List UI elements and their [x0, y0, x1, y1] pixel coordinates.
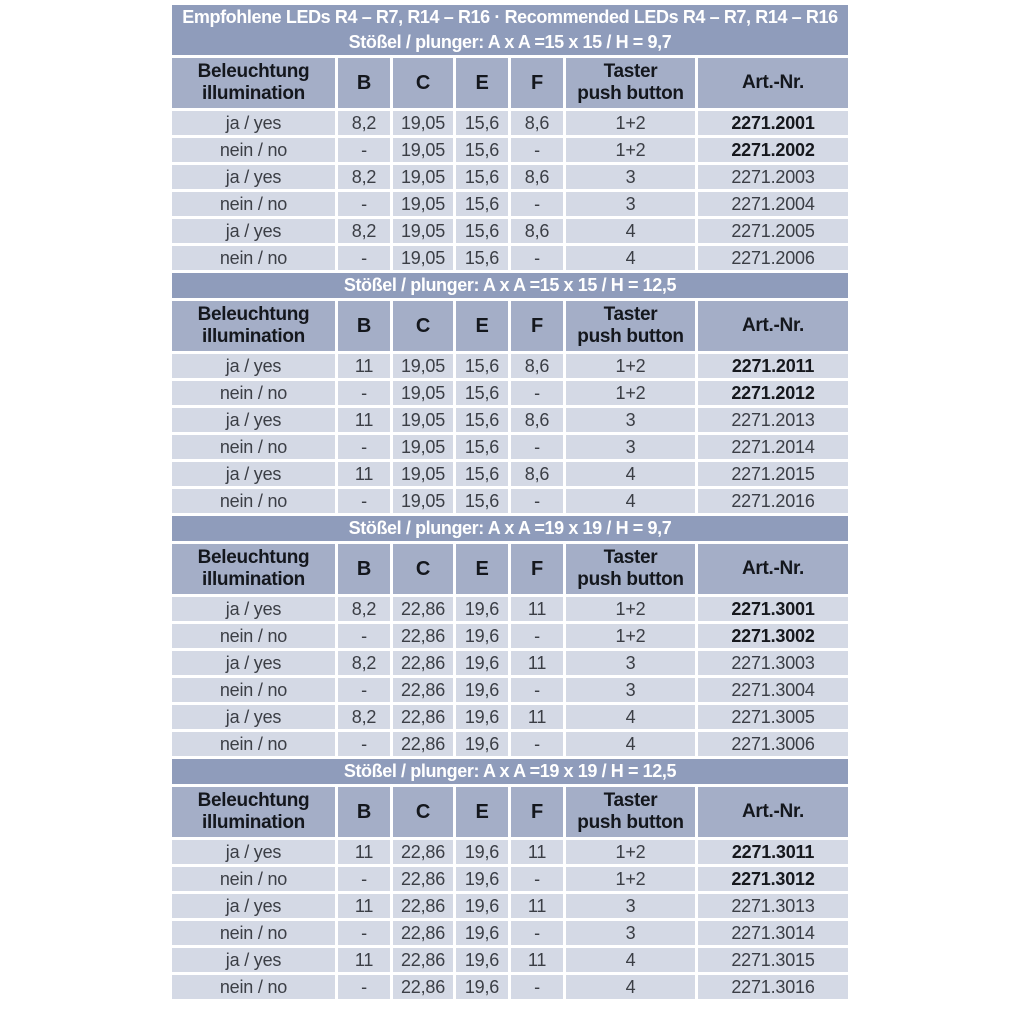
- table-row: [172, 408, 848, 435]
- dim-f-cell: 8,6: [511, 111, 566, 138]
- dim-f-cell: -: [511, 435, 566, 462]
- dim-c-cell: 19,05: [393, 435, 456, 462]
- illumination-cell: nein / no: [172, 975, 338, 1002]
- dim-c-cell: 19,05: [393, 354, 456, 381]
- column-header-line: B: [356, 801, 372, 823]
- dim-c-cell: 19,05: [393, 381, 456, 408]
- dim-f-cell: -: [511, 489, 566, 516]
- taster-cell: 4: [566, 462, 698, 489]
- dim-f-cell: 8,6: [511, 462, 566, 489]
- taster-cell: 1+2: [566, 138, 698, 165]
- taster-cell: 3: [566, 192, 698, 219]
- dim-c-cell: 22,86: [393, 894, 456, 921]
- table-row: [172, 705, 848, 732]
- table-row: [172, 597, 848, 624]
- dim-b-cell: 11: [338, 408, 393, 435]
- dim-b-cell: 8,2: [338, 705, 393, 732]
- column-header-f: [511, 544, 566, 597]
- taster-cell: 3: [566, 678, 698, 705]
- column-header-line: F: [531, 558, 543, 580]
- dim-c-cell: 19,05: [393, 246, 456, 273]
- table-row: [172, 435, 848, 462]
- illumination-cell: nein / no: [172, 435, 338, 462]
- dim-e-cell: 15,6: [456, 435, 511, 462]
- art-nr-cell: 2271.2016: [698, 489, 848, 516]
- table-row: [172, 354, 848, 381]
- illumination-cell: nein / no: [172, 489, 338, 516]
- column-header-e: [456, 301, 511, 354]
- taster-cell: 4: [566, 705, 698, 732]
- art-nr-cell: 2271.2003: [698, 165, 848, 192]
- taster-cell: 4: [566, 948, 698, 975]
- table-row: [172, 867, 848, 894]
- column-header-line: Beleuchtung: [197, 790, 310, 811]
- dim-b-cell: 11: [338, 354, 393, 381]
- columns-header-row: [172, 301, 848, 354]
- dim-b-cell: 11: [338, 462, 393, 489]
- dim-e-cell: 15,6: [456, 408, 511, 435]
- dim-e-cell: 19,6: [456, 597, 511, 624]
- taster-cell: 1+2: [566, 840, 698, 867]
- illumination-cell: nein / no: [172, 138, 338, 165]
- dim-e-cell: 15,6: [456, 489, 511, 516]
- table-row: [172, 651, 848, 678]
- column-header-line: F: [531, 315, 543, 337]
- column-header-line: Beleuchtung: [197, 304, 310, 325]
- column-header-line: illumination: [201, 569, 305, 590]
- column-header-line: illumination: [201, 326, 305, 347]
- dim-c-cell: 22,86: [393, 732, 456, 759]
- illumination-cell: ja / yes: [172, 651, 338, 678]
- table-row: [172, 678, 848, 705]
- section-band: [172, 516, 848, 541]
- table-row: [172, 975, 848, 1002]
- dim-c-cell: 19,05: [393, 489, 456, 516]
- table-row: [172, 381, 848, 408]
- dim-c-cell: 19,05: [393, 192, 456, 219]
- column-header-line: Art.-Nr.: [742, 72, 804, 93]
- art-nr-cell: 2271.2012: [698, 381, 848, 408]
- column-header-e: [456, 544, 511, 597]
- column-header-line: B: [356, 558, 372, 580]
- art-nr-cell: 2271.2011: [698, 354, 848, 381]
- dim-b-cell: 8,2: [338, 651, 393, 678]
- dim-c-cell: 22,86: [393, 948, 456, 975]
- section-table: [172, 58, 848, 273]
- section-table: [172, 544, 848, 759]
- dim-b-cell: 8,2: [338, 165, 393, 192]
- column-header-line: C: [415, 72, 431, 94]
- dim-c-cell: 19,05: [393, 111, 456, 138]
- dim-b-cell: -: [338, 975, 393, 1002]
- dim-e-cell: 15,6: [456, 381, 511, 408]
- art-nr-cell: 2271.3015: [698, 948, 848, 975]
- column-header-line: push button: [577, 83, 684, 104]
- illumination-cell: ja / yes: [172, 354, 338, 381]
- dim-f-cell: 11: [511, 597, 566, 624]
- dim-f-cell: 8,6: [511, 408, 566, 435]
- column-header-c: [393, 301, 456, 354]
- dim-e-cell: 19,6: [456, 894, 511, 921]
- table-row: [172, 489, 848, 516]
- column-header-b: [338, 787, 393, 840]
- dim-c-cell: 19,05: [393, 408, 456, 435]
- dim-f-cell: -: [511, 975, 566, 1002]
- dim-b-cell: -: [338, 489, 393, 516]
- table-row: [172, 462, 848, 489]
- art-nr-cell: 2271.2001: [698, 111, 848, 138]
- dim-b-cell: 8,2: [338, 597, 393, 624]
- dim-e-cell: 19,6: [456, 948, 511, 975]
- illumination-cell: ja / yes: [172, 462, 338, 489]
- illumination-cell: nein / no: [172, 732, 338, 759]
- taster-cell: 4: [566, 975, 698, 1002]
- taster-cell: 4: [566, 246, 698, 273]
- column-header-line: Art.-Nr.: [742, 558, 804, 579]
- dim-f-cell: 11: [511, 948, 566, 975]
- dim-e-cell: 19,6: [456, 705, 511, 732]
- dim-e-cell: 19,6: [456, 624, 511, 651]
- dim-c-cell: 19,05: [393, 219, 456, 246]
- dim-b-cell: -: [338, 381, 393, 408]
- table-row: [172, 921, 848, 948]
- art-nr-cell: 2271.3013: [698, 894, 848, 921]
- column-header-taster: [566, 544, 698, 597]
- column-header-line: C: [415, 801, 431, 823]
- column-header-line: B: [356, 315, 372, 337]
- dim-c-cell: 22,86: [393, 867, 456, 894]
- band-line: Stößel / plunger: A x A =15 x 15 / H = 12,5: [343, 275, 677, 295]
- column-header-line: E: [475, 801, 489, 823]
- illumination-cell: ja / yes: [172, 219, 338, 246]
- table-row: [172, 111, 848, 138]
- dim-b-cell: 11: [338, 894, 393, 921]
- dim-e-cell: 15,6: [456, 219, 511, 246]
- art-nr-cell: 2271.2013: [698, 408, 848, 435]
- table-section: [172, 759, 848, 1002]
- art-nr-cell: 2271.2005: [698, 219, 848, 246]
- columns-header-row: [172, 58, 848, 111]
- table-section: [172, 273, 848, 516]
- dim-c-cell: 22,86: [393, 678, 456, 705]
- column-header-f: [511, 58, 566, 111]
- dim-f-cell: 11: [511, 840, 566, 867]
- dim-e-cell: 15,6: [456, 111, 511, 138]
- dim-b-cell: -: [338, 867, 393, 894]
- dim-e-cell: 19,6: [456, 840, 511, 867]
- table-row: [172, 948, 848, 975]
- dim-e-cell: 19,6: [456, 651, 511, 678]
- dim-b-cell: -: [338, 921, 393, 948]
- art-nr-cell: 2271.3004: [698, 678, 848, 705]
- dim-f-cell: 8,6: [511, 165, 566, 192]
- column-header-f: [511, 301, 566, 354]
- column-header-art-nr: [698, 787, 848, 840]
- art-nr-cell: 2271.2002: [698, 138, 848, 165]
- illumination-cell: nein / no: [172, 381, 338, 408]
- taster-cell: 1+2: [566, 597, 698, 624]
- band-line: Stößel / plunger: A x A =15 x 15 / H = 9,7: [348, 32, 672, 52]
- taster-cell: 1+2: [566, 111, 698, 138]
- dim-c-cell: 22,86: [393, 651, 456, 678]
- column-header-e: [456, 58, 511, 111]
- table-row: [172, 894, 848, 921]
- column-header-line: Taster: [603, 304, 658, 325]
- dim-f-cell: -: [511, 732, 566, 759]
- dim-f-cell: -: [511, 246, 566, 273]
- illumination-cell: ja / yes: [172, 165, 338, 192]
- illumination-cell: ja / yes: [172, 948, 338, 975]
- column-header-line: Beleuchtung: [197, 61, 310, 82]
- dim-b-cell: -: [338, 192, 393, 219]
- column-header-line: push button: [577, 569, 684, 590]
- art-nr-cell: 2271.3011: [698, 840, 848, 867]
- table-row: [172, 246, 848, 273]
- dim-c-cell: 22,86: [393, 597, 456, 624]
- column-header-line: F: [531, 801, 543, 823]
- band-line: Stößel / plunger: A x A =19 x 19 / H = 12,5: [343, 761, 677, 781]
- illumination-cell: nein / no: [172, 624, 338, 651]
- column-header-line: E: [475, 315, 489, 337]
- table-row: [172, 165, 848, 192]
- column-header-art-nr: [698, 301, 848, 354]
- column-header-taster: [566, 301, 698, 354]
- dim-e-cell: 19,6: [456, 867, 511, 894]
- dim-c-cell: 22,86: [393, 975, 456, 1002]
- dim-f-cell: -: [511, 381, 566, 408]
- dim-c-cell: 22,86: [393, 921, 456, 948]
- taster-cell: 4: [566, 489, 698, 516]
- illumination-cell: nein / no: [172, 678, 338, 705]
- dim-c-cell: 22,86: [393, 624, 456, 651]
- dim-b-cell: -: [338, 732, 393, 759]
- art-nr-cell: 2271.3014: [698, 921, 848, 948]
- illumination-cell: ja / yes: [172, 597, 338, 624]
- column-header-line: Taster: [603, 547, 658, 568]
- column-header-line: C: [415, 315, 431, 337]
- table-row: [172, 192, 848, 219]
- dim-f-cell: -: [511, 867, 566, 894]
- band-line: Stößel / plunger: A x A =19 x 19 / H = 9,7: [348, 518, 672, 538]
- column-header-b: [338, 58, 393, 111]
- illumination-cell: ja / yes: [172, 111, 338, 138]
- dim-c-cell: 22,86: [393, 840, 456, 867]
- table-row: [172, 624, 848, 651]
- dim-c-cell: 19,05: [393, 138, 456, 165]
- dim-e-cell: 15,6: [456, 138, 511, 165]
- illumination-cell: ja / yes: [172, 408, 338, 435]
- column-header-line: C: [415, 558, 431, 580]
- dim-c-cell: 22,86: [393, 705, 456, 732]
- art-nr-cell: 2271.2004: [698, 192, 848, 219]
- art-nr-cell: 2271.3016: [698, 975, 848, 1002]
- illumination-cell: nein / no: [172, 192, 338, 219]
- illumination-cell: ja / yes: [172, 894, 338, 921]
- taster-cell: 1+2: [566, 624, 698, 651]
- column-header-line: F: [531, 72, 543, 94]
- taster-cell: 3: [566, 165, 698, 192]
- illumination-cell: ja / yes: [172, 840, 338, 867]
- dim-b-cell: 8,2: [338, 219, 393, 246]
- table-row: [172, 732, 848, 759]
- column-header-line: Art.-Nr.: [742, 801, 804, 822]
- column-header-e: [456, 787, 511, 840]
- dim-b-cell: -: [338, 435, 393, 462]
- column-header-illumination: [172, 301, 338, 354]
- illumination-cell: nein / no: [172, 867, 338, 894]
- illumination-cell: nein / no: [172, 921, 338, 948]
- dim-c-cell: 19,05: [393, 165, 456, 192]
- section-band: [172, 5, 848, 55]
- dim-e-cell: 15,6: [456, 165, 511, 192]
- dim-f-cell: 8,6: [511, 219, 566, 246]
- art-nr-cell: 2271.3002: [698, 624, 848, 651]
- column-header-taster: [566, 58, 698, 111]
- dim-e-cell: 19,6: [456, 732, 511, 759]
- dim-f-cell: -: [511, 138, 566, 165]
- column-header-b: [338, 544, 393, 597]
- dim-f-cell: -: [511, 192, 566, 219]
- dim-e-cell: 19,6: [456, 975, 511, 1002]
- dim-e-cell: 15,6: [456, 462, 511, 489]
- taster-cell: 3: [566, 435, 698, 462]
- taster-cell: 3: [566, 894, 698, 921]
- column-header-c: [393, 787, 456, 840]
- column-header-line: push button: [577, 812, 684, 833]
- taster-cell: 4: [566, 219, 698, 246]
- art-nr-cell: 2271.3012: [698, 867, 848, 894]
- dim-f-cell: 8,6: [511, 354, 566, 381]
- dim-f-cell: -: [511, 678, 566, 705]
- art-nr-cell: 2271.3005: [698, 705, 848, 732]
- column-header-taster: [566, 787, 698, 840]
- columns-header-row: [172, 544, 848, 597]
- column-header-line: E: [475, 72, 489, 94]
- dim-f-cell: -: [511, 624, 566, 651]
- dim-b-cell: -: [338, 624, 393, 651]
- column-header-art-nr: [698, 544, 848, 597]
- dim-e-cell: 15,6: [456, 246, 511, 273]
- table-section: [172, 516, 848, 759]
- art-nr-cell: 2271.3003: [698, 651, 848, 678]
- column-header-f: [511, 787, 566, 840]
- illumination-cell: ja / yes: [172, 705, 338, 732]
- dim-f-cell: -: [511, 921, 566, 948]
- dim-b-cell: 11: [338, 948, 393, 975]
- art-nr-cell: 2271.3001: [698, 597, 848, 624]
- taster-cell: 3: [566, 651, 698, 678]
- art-nr-cell: 2271.2006: [698, 246, 848, 273]
- taster-cell: 1+2: [566, 867, 698, 894]
- column-header-line: Art.-Nr.: [742, 315, 804, 336]
- taster-cell: 3: [566, 408, 698, 435]
- column-header-line: Taster: [603, 61, 658, 82]
- table-row: [172, 840, 848, 867]
- taster-cell: 4: [566, 732, 698, 759]
- dim-b-cell: -: [338, 246, 393, 273]
- table-section: [172, 5, 848, 273]
- section-table: [172, 787, 848, 1002]
- catalog-table: [172, 5, 848, 1002]
- column-header-line: B: [356, 72, 372, 94]
- dim-e-cell: 15,6: [456, 192, 511, 219]
- table-row: [172, 219, 848, 246]
- column-header-illumination: [172, 544, 338, 597]
- taster-cell: 1+2: [566, 381, 698, 408]
- dim-b-cell: 11: [338, 840, 393, 867]
- dim-f-cell: 11: [511, 894, 566, 921]
- section-table: [172, 301, 848, 516]
- dim-b-cell: -: [338, 678, 393, 705]
- column-header-art-nr: [698, 58, 848, 111]
- dim-e-cell: 19,6: [456, 921, 511, 948]
- column-header-line: illumination: [201, 83, 305, 104]
- art-nr-cell: 2271.2015: [698, 462, 848, 489]
- taster-cell: 1+2: [566, 354, 698, 381]
- column-header-illumination: [172, 787, 338, 840]
- column-header-line: Beleuchtung: [197, 547, 310, 568]
- column-header-line: push button: [577, 326, 684, 347]
- dim-f-cell: 11: [511, 705, 566, 732]
- column-header-line: Taster: [603, 790, 658, 811]
- dim-f-cell: 11: [511, 651, 566, 678]
- column-header-illumination: [172, 58, 338, 111]
- dim-e-cell: 19,6: [456, 678, 511, 705]
- column-header-c: [393, 58, 456, 111]
- column-header-line: illumination: [201, 812, 305, 833]
- column-header-c: [393, 544, 456, 597]
- column-header-b: [338, 301, 393, 354]
- band-line: Empfohlene LEDs R4 – R7, R14 – R16 · Recommended LEDs R4 – R7, R14 – R16: [182, 7, 838, 27]
- illumination-cell: nein / no: [172, 246, 338, 273]
- art-nr-cell: 2271.3006: [698, 732, 848, 759]
- dim-b-cell: -: [338, 138, 393, 165]
- taster-cell: 3: [566, 921, 698, 948]
- dim-c-cell: 19,05: [393, 462, 456, 489]
- art-nr-cell: 2271.2014: [698, 435, 848, 462]
- dim-b-cell: 8,2: [338, 111, 393, 138]
- section-band: [172, 759, 848, 784]
- columns-header-row: [172, 787, 848, 840]
- table-row: [172, 138, 848, 165]
- column-header-line: E: [475, 558, 489, 580]
- dim-e-cell: 15,6: [456, 354, 511, 381]
- section-band: [172, 273, 848, 298]
